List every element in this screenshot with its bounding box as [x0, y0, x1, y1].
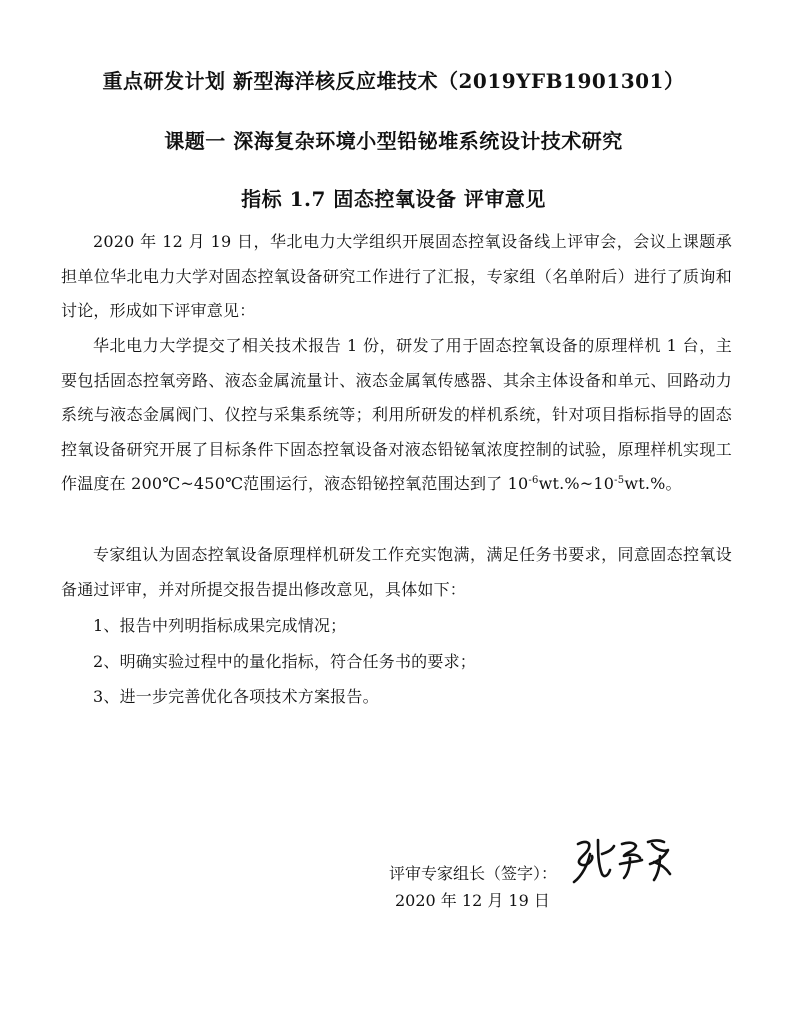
paragraph-expert-conclusion: 专家组认为固态控氧设备原理样机研发工作充实饱满，满足任务书要求，同意固态控氧设备通过评审，并对所提交报告提出修改意见，具体如下：	[61, 545, 732, 599]
document-title-topic: 课题一 深海复杂环境小型铅铋堆系统设计技术研究	[164, 129, 623, 153]
revision-item-1: 1、报告中列明指标成果完成情况；	[93, 616, 347, 635]
exponent-2: -5	[614, 475, 625, 486]
document-title-review: 指标 1.7 固态控氧设备 评审意见	[241, 187, 546, 211]
revision-item-3: 3、进一步完善优化各项技术方案报告。	[93, 687, 379, 706]
paragraph-work-summary	[61, 329, 732, 502]
handwritten-signature	[568, 830, 678, 890]
work-summary-end: wt.%。	[624, 474, 682, 493]
paragraph-meeting-intro: 2020 年 12 月 19 日，华北电力大学组织开展固态控氧设备线上评审会，会议上课题承担单位华北电力大学对固态控氧设备研究工作进行了汇报，专家组（名单附后）进行了质询和讨论，形成如下评审意见：	[61, 232, 732, 320]
revision-item-2: 2、明确实验过程中的量化指标，符合任务书的要求；	[93, 652, 476, 671]
signature-date: 2020 年 12 月 19 日	[395, 891, 550, 910]
document-title-project: 重点研发计划 新型海洋核反应堆技术（2019YFB1901301）	[102, 69, 685, 93]
work-summary-range: wt.%~10	[538, 474, 615, 493]
exponent-1: -6	[528, 475, 539, 486]
signature-label: 评审专家组长（签字）：	[389, 864, 558, 883]
work-summary-text: 华北电力大学提交了相关技术报告 1 份，研发了用于固态控氧设备的原理样机 1 台，主要包括固态控氧旁路、液态金属流量计、液态金属氧传感器、其余主体设备和单元、回路动力系统与液态金属阀门、仪控与采集系统等；利用所研发的样机系统，针对项目指标指导的固态控氧设备研究开展了目标条件下固态控氧设备对液态铅铋氧浓度控制的试验，原理样机实现工作温度在 200℃~450℃范围运行，液态铅铋控氧范围达到了 10	[61, 336, 732, 493]
